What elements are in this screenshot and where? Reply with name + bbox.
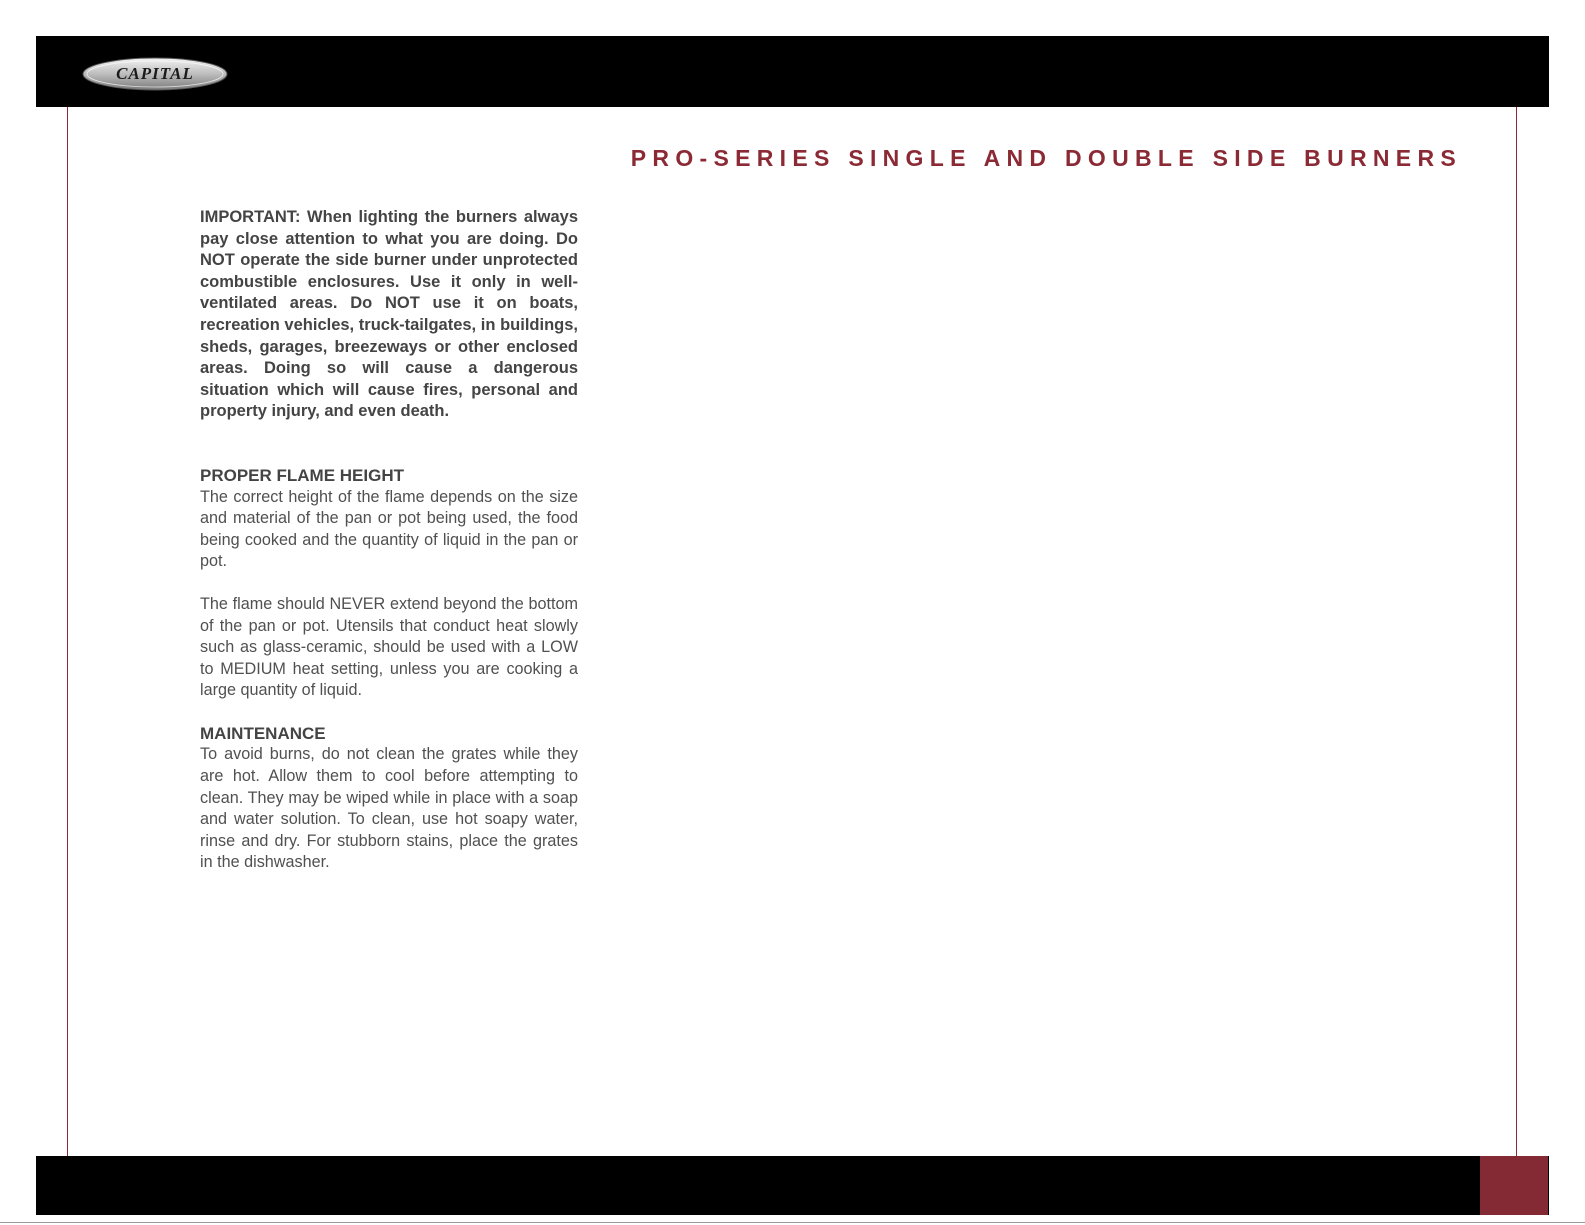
important-warning: IMPORTANT: When lighting the burners always pay close attention to what you are doing. Do NOT operate the side burner under unprotected combustible enclosures. Use it only in well-ventilated areas. Do NOT use it on boats, recreation vehicles, truck-tailgates, in buildings, sheds, garages, breezeways or other enclosed areas. Doing so will cause a dangerous situation which will cause fires, personal and property injury, and even death. bbox=[200, 208, 578, 421]
header-bar bbox=[36, 36, 1549, 107]
logo-text: CAPITAL bbox=[116, 64, 194, 83]
left-border-rule bbox=[67, 107, 68, 1156]
flame-height-heading: PROPER FLAME HEIGHT bbox=[200, 465, 405, 485]
maintenance-paragraph: To avoid burns, do not clean the grates while they are hot. Allow them to cool before attempting to clean. They may be wiped while in place with a soap and water solution. To clean, use hot soapy water, rinse and dry. For stubborn stains, place the grates in the dishwasher. bbox=[200, 745, 578, 872]
page-title: PRO-SERIES SINGLE AND DOUBLE SIDE BURNERS bbox=[630, 145, 1462, 171]
bottom-rule bbox=[0, 1222, 1585, 1223]
main-content bbox=[200, 207, 578, 874]
footer-page-tab bbox=[1480, 1156, 1548, 1215]
footer-bar bbox=[36, 1156, 1549, 1215]
flame-height-paragraph-2: The flame should NEVER extend beyond the bottom of the pan or pot. Utensils that conduct heat slowly such as glass-ceramic, should be used with a LOW to MEDIUM heat setting, unless you are cooking a large quantity of liquid. bbox=[200, 594, 578, 700]
maintenance-heading: MAINTENANCE bbox=[200, 723, 326, 743]
right-border-rule bbox=[1516, 107, 1517, 1156]
flame-height-paragraph-1: The correct height of the flame depends on the size and material of the pan or pot being used, the food being cooked and the quantity of liquid in the pan or pot. bbox=[200, 487, 578, 571]
capital-logo bbox=[82, 56, 228, 92]
